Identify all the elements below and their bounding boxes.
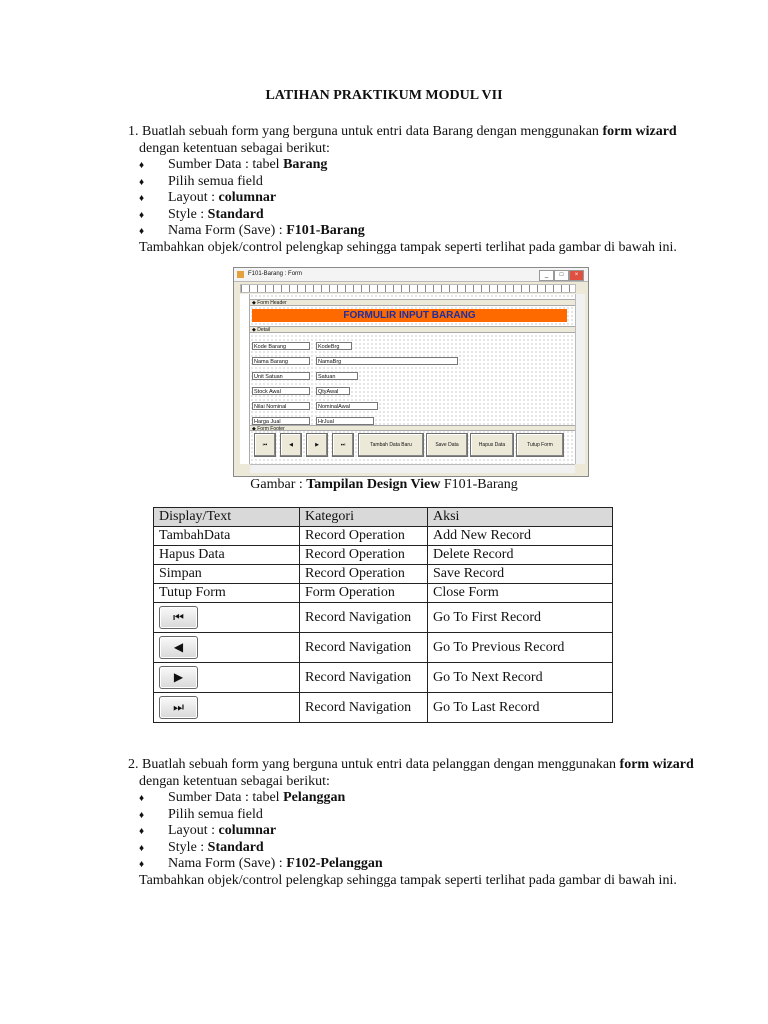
close-icon: × [569, 270, 584, 281]
field-value: HrJual [316, 417, 374, 425]
field-label: Nilai Nominal [252, 402, 310, 410]
list-item: ♦ Nama Form (Save) : F101-Barang [139, 223, 712, 240]
table-cell: Go To Previous Record [428, 633, 613, 663]
question-1 [128, 124, 712, 256]
form-header-bar: ◆ Form Header [250, 299, 575, 306]
add-record-button: Tambah Data Baru [358, 433, 424, 457]
table-row [154, 663, 613, 693]
design-view-screenshot [233, 267, 589, 477]
list-item: ♦ Pilih semua field [139, 174, 712, 191]
ruler [240, 284, 576, 293]
table-row [154, 565, 613, 584]
table-row [154, 546, 613, 565]
action-table [153, 507, 613, 723]
table-cell: Record Operation [300, 546, 428, 565]
close-form-button: Tutup Form [516, 433, 564, 457]
column-header: Kategori [300, 508, 428, 527]
detail-bar: ◆ Detail [250, 326, 575, 333]
table-row [154, 584, 613, 603]
field-value: NamaBrg [316, 357, 458, 365]
first-record-icon: ⏮ [159, 606, 198, 629]
list-item: ♦ Layout : columnar [139, 190, 712, 207]
figure-caption: Gambar : Tampilan Design View F101-Barang [250, 477, 518, 492]
table-row [154, 693, 613, 723]
table-cell: TambahData [154, 527, 300, 546]
table-row [154, 603, 613, 633]
table-cell: Go To Next Record [428, 663, 613, 693]
maximize-icon: □ [554, 270, 569, 281]
table-cell: Go To First Record [428, 603, 613, 633]
table-cell: Form Operation [300, 584, 428, 603]
page-title: LATIHAN PRAKTIKUM MODUL VII [265, 88, 503, 103]
question-1-intro: 1. Buatlah sebuah form yang berguna untuk entri data Barang dengan menggunakan form wizard dengan ketentuan sebagai berikut: [128, 124, 677, 156]
previous-record-icon: ◀ [280, 433, 302, 457]
minimize-icon: _ [539, 270, 554, 281]
table-row [154, 527, 613, 546]
table-header-row [154, 508, 613, 527]
table-cell: Close Form [428, 584, 613, 603]
table-cell: Record Navigation [300, 693, 428, 723]
question-2-after: Tambahkan objek/control pelengkap sehingga tampak seperti terlihat pada gambar di bawah ini. [139, 872, 677, 888]
list-item: ♦ Sumber Data : tabel Barang [139, 157, 712, 174]
window-title: F101-Barang : Form [248, 271, 303, 277]
table-cell: Delete Record [428, 546, 613, 565]
question-1-after: Tambahkan objek/control pelengkap sehingga tampak seperti terlihat pada gambar di bawah ini. [139, 239, 677, 255]
table-cell [154, 693, 300, 723]
last-record-icon: ⏭ [159, 696, 198, 719]
question-2-bullets [128, 790, 712, 873]
form-banner: FORMULIR INPUT BARANG [252, 309, 567, 322]
table-cell: Record Operation [300, 527, 428, 546]
table-cell: Record Navigation [300, 663, 428, 693]
table-cell: Tutup Form [154, 584, 300, 603]
question-2-intro: 2. Buatlah sebuah form yang berguna untuk entri data pelanggan dengan menggunakan form wizard dengan ketentuan sebagai berikut: [128, 757, 694, 789]
field-value: KodeBrg [316, 342, 352, 350]
next-record-icon: ▶ [306, 433, 328, 457]
form-icon [237, 271, 244, 278]
first-record-icon: ⏮ [254, 433, 276, 457]
save-data-button: Save Data [426, 433, 468, 457]
field-label: Nama Barang [252, 357, 310, 365]
list-item: ♦ Nama Form (Save) : F102-Pelanggan [139, 856, 712, 873]
table-row [154, 633, 613, 663]
last-record-icon: ⏭ [332, 433, 354, 457]
list-item: ♦ Layout : columnar [139, 823, 712, 840]
table-cell: Record Navigation [300, 603, 428, 633]
field-label: Unit Satuan [252, 372, 310, 380]
table-cell: Go To Last Record [428, 693, 613, 723]
table-cell [154, 633, 300, 663]
table-cell: Add New Record [428, 527, 613, 546]
table-cell [154, 603, 300, 633]
field-value: NominalAwal [316, 402, 378, 410]
list-item: ♦ Style : Standard [139, 840, 712, 857]
previous-record-icon: ◀ [159, 636, 198, 659]
table-cell: Record Operation [300, 565, 428, 584]
form-footer-bar: ◆ Form Footer [250, 425, 575, 431]
field-label: Kode Barang [252, 342, 310, 350]
field-label: Stock Awal [252, 387, 310, 395]
table-cell: Hapus Data [154, 546, 300, 565]
vertical-ruler [240, 294, 250, 464]
question-2 [128, 757, 712, 889]
table-cell: Simpan [154, 565, 300, 584]
field-value: QtyAwal [316, 387, 350, 395]
column-header: Display/Text [154, 508, 300, 527]
table-cell: Record Navigation [300, 633, 428, 663]
table-cell: Save Record [428, 565, 613, 584]
list-item: ♦ Sumber Data : tabel Pelanggan [139, 790, 712, 807]
next-record-icon: ▶ [159, 666, 198, 689]
window-titlebar [234, 268, 588, 282]
field-value: Satuan [316, 372, 358, 380]
list-item: ♦ Style : Standard [139, 207, 712, 224]
question-1-bullets [128, 157, 712, 240]
list-item: ♦ Pilih semua field [139, 807, 712, 824]
vertical-scrollbar [575, 294, 585, 464]
table-cell [154, 663, 300, 693]
delete-data-button: Hapus Data [470, 433, 514, 457]
field-label: Harga Jual [252, 417, 310, 425]
column-header: Aksi [428, 508, 613, 527]
horizontal-scrollbar [250, 464, 575, 473]
